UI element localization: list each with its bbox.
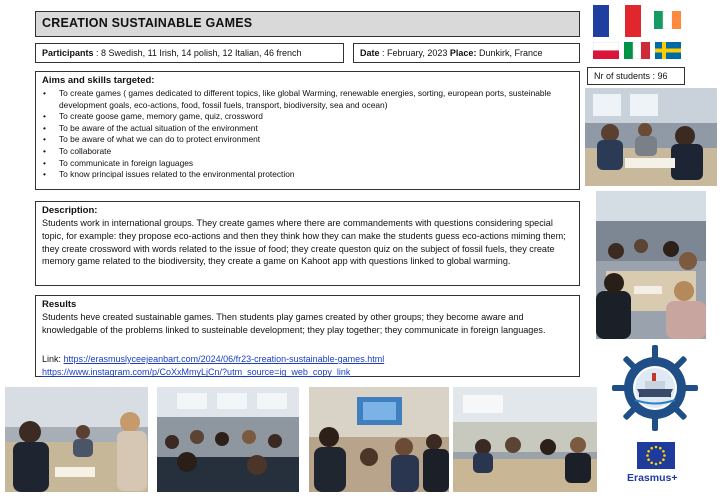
title-box <box>35 11 580 37</box>
flag-france-icon <box>593 5 641 37</box>
aims-list <box>42 88 572 181</box>
flag-poland-icon <box>593 42 619 59</box>
students-line <box>594 71 668 81</box>
flag-ireland-icon <box>654 11 681 29</box>
place-value: Dunkirk, France <box>478 48 543 58</box>
aims-item: • To create goose game, memory game, quiz, crossword <box>42 111 572 123</box>
blog-link[interactable]: https://erasmuslyceejeanbart.com/2024/06/fr23-creation-sustainable-games.html <box>63 354 385 364</box>
participants-line <box>42 48 302 58</box>
results-text: Students heve created sustainable games. Then students play games created by other groups; they become aware and knowledgable of the problems linked to susteinable development; they play together; they communicate in foreign languages. <box>42 312 546 335</box>
description-heading: Description: <box>42 205 98 216</box>
instagram-link[interactable]: https://www.instagram.com/p/CoXxMmyLjCn/?utm_source=ig_web_copy_link <box>42 366 351 377</box>
participants-value: : 8 Swedish, 11 Irish, 14 polish, 12 Italian, 46 french <box>96 48 302 58</box>
flag-italy-icon <box>624 42 650 59</box>
description-text: Students work in international groups. They create games where there are commandements with questions considering special topic, for example: they propose eco-actions and then they think how they can make the students guess eco-actions miming them; they create crossword with words related to the issue of food; they create queston quiz on the subject of fossil fuels, they create memory game related to the biodiversity, they create a game on Kahoot app with questions linked to global warming. <box>42 218 566 267</box>
date-place-box <box>353 43 580 63</box>
flag-sweden-icon <box>655 42 681 59</box>
classroom-photo-2 <box>596 191 706 339</box>
classroom-photo-6 <box>453 387 597 492</box>
students-count-box <box>587 67 685 85</box>
school-logo-icon <box>612 345 698 431</box>
aims-item: • To be aware of what we can do to protect environment <box>42 134 572 146</box>
participants-label: Participants <box>42 48 94 58</box>
date-label: Date <box>360 48 380 58</box>
aims-box <box>35 71 580 190</box>
erasmus-plus-logo-text: Erasmus+ <box>627 472 678 484</box>
students-label: Nr of students <box>594 71 651 81</box>
link-label: Link: <box>42 354 62 364</box>
aims-item: • To be aware of the actual situation of the environment <box>42 123 572 135</box>
eu-flag-icon <box>637 442 675 469</box>
description-box <box>35 201 580 286</box>
participants-box <box>35 43 344 63</box>
date-line <box>360 48 543 58</box>
results-heading: Results <box>42 299 77 310</box>
aims-item: • To create games ( games dedicated to different topics, like global Warming, renewable energies, sorting, european ports, susteinable development goals, eco-actions, food, fossil fuels, transport, biodiversity, sea and ocean) <box>42 88 572 111</box>
aims-item: • To know principal issues related to the environmental protection <box>42 169 572 181</box>
date-value: : February, 2023 <box>382 48 448 58</box>
aims-heading: Aims and skills targeted: <box>42 75 155 86</box>
students-value: : 96 <box>652 71 668 81</box>
page-title: CREATION SUSTAINABLE GAMES <box>42 16 253 30</box>
classroom-photo-4 <box>157 387 299 492</box>
place-label: Place: <box>449 48 477 58</box>
aims-item: • To communicate in foreign laguages <box>42 158 572 170</box>
classroom-photo-5 <box>309 387 449 492</box>
results-links <box>42 353 384 378</box>
aims-item: • To collaborate <box>42 146 572 158</box>
results-box <box>35 295 580 377</box>
classroom-photo-3 <box>5 387 148 492</box>
classroom-photo-1 <box>585 88 717 186</box>
